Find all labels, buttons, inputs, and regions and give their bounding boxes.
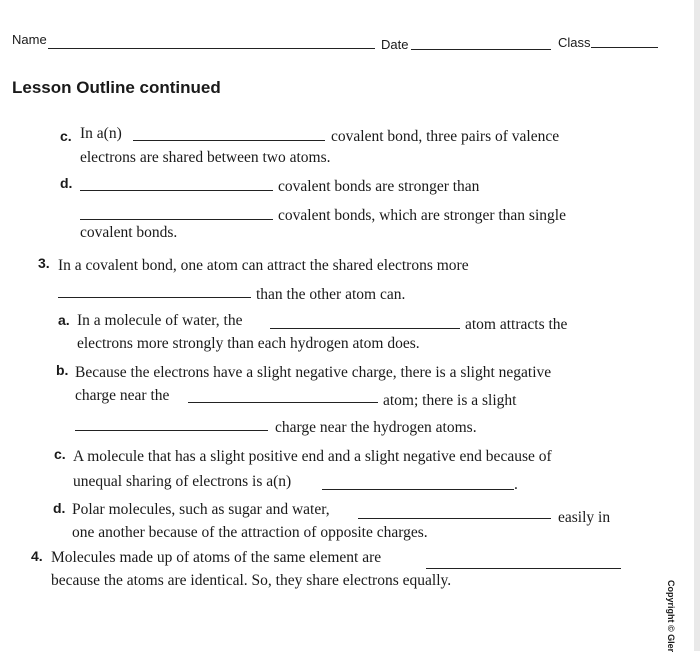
item-3b-blank-1[interactable]: [188, 402, 378, 403]
item-4-label: 4.: [31, 548, 43, 564]
item-c-text: electrons are shared between two atoms.: [80, 149, 331, 166]
item-d-text: covalent bonds, which are stronger than single: [278, 207, 566, 224]
item-3c-text: unequal sharing of electrons is a(n): [73, 473, 292, 490]
item-3a-blank[interactable]: [270, 328, 460, 329]
item-c-text: In a(n): [80, 125, 122, 142]
item-4-text: Molecules made up of atoms of the same element are: [51, 549, 382, 566]
item-3d-blank[interactable]: [358, 518, 551, 519]
item-3a-text: In a molecule of water, the: [77, 312, 243, 329]
item-3b-blank-2[interactable]: [75, 430, 268, 431]
item-3-text: than the other atom can.: [256, 286, 406, 303]
item-3a-text: atom attracts the: [465, 316, 568, 333]
item-d-text: covalent bonds are stronger than: [278, 178, 480, 195]
item-3c-text: .: [514, 476, 518, 493]
item-3c-blank[interactable]: [322, 489, 514, 490]
item-4-text: because the atoms are identical. So, they share electrons equally.: [51, 572, 452, 589]
class-label: Class: [558, 35, 591, 50]
item-c-blank[interactable]: [133, 140, 325, 141]
item-d-blank-2[interactable]: [80, 219, 273, 220]
copyright-notice: Copyright © Gler: [666, 580, 676, 652]
name-field[interactable]: [48, 48, 375, 49]
item-3-label: 3.: [38, 255, 50, 271]
item-3d-text: Polar molecules, such as sugar and water,: [72, 501, 330, 518]
item-3b-text: Because the electrons have a slight negative charge, there is a slight negative: [75, 364, 552, 381]
item-3a-label: a.: [58, 312, 70, 328]
item-3b-text: atom; there is a slight: [383, 392, 517, 409]
name-label: Name: [12, 32, 47, 47]
date-label: Date: [381, 37, 409, 52]
item-3-text: In a covalent bond, one atom can attract the shared electrons more: [58, 257, 469, 274]
item-3-blank[interactable]: [58, 297, 251, 298]
class-field[interactable]: [591, 47, 658, 48]
item-d-text: covalent bonds.: [80, 224, 178, 241]
item-3b-text: charge near the: [75, 387, 170, 404]
item-d-blank-1[interactable]: [80, 190, 273, 191]
item-3a-text: electrons more strongly than each hydrogen atom does.: [77, 335, 420, 352]
item-c-label: c.: [60, 128, 72, 144]
item-3d-text: one another because of the attraction of opposite charges.: [72, 524, 428, 541]
item-3b-text: charge near the hydrogen atoms.: [275, 419, 477, 436]
page-edge-shadow: [694, 0, 700, 651]
item-3c-label: c.: [54, 446, 66, 462]
item-4-blank[interactable]: [426, 568, 621, 569]
item-c-text: covalent bond, three pairs of valence: [331, 128, 560, 145]
date-field[interactable]: [411, 49, 551, 50]
item-3b-label: b.: [56, 362, 69, 378]
item-3d-label: d.: [53, 500, 66, 516]
item-d-label: d.: [60, 175, 73, 191]
item-3c-text: A molecule that has a slight positive end and a slight negative end because of: [73, 448, 552, 465]
item-3d-text: easily in: [558, 509, 611, 526]
page-title: Lesson Outline continued: [12, 78, 221, 97]
